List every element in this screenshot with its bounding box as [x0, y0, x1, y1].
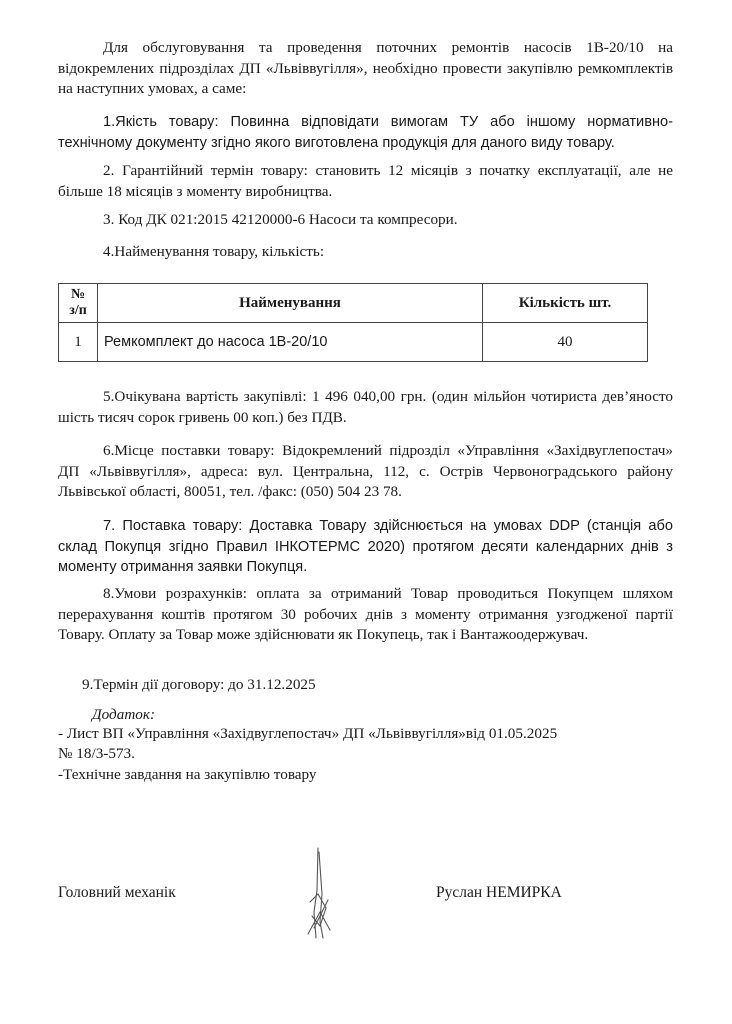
header-name: Найменування	[98, 284, 483, 323]
handwritten-signature	[298, 842, 338, 942]
header-num	[59, 284, 98, 323]
item-name-qty: 4.Найменування товару, кількість:	[103, 243, 325, 260]
table-row	[59, 323, 648, 362]
item-warranty: 2. Гарантійний термін товару: становить 12 місяців з початку експлуатації, але не більше 18 місяців з моменту виробництва.	[58, 162, 673, 200]
addendum-label: Додаток:	[92, 706, 156, 723]
addendum-line1: - Лист ВП «Управління «Західвуглепостач» ДП «Львіввугілля»від 01.05.2025	[58, 725, 558, 742]
item-place: 6.Місце поставки товару: Відокремлений підрозділ «Управління «Західвуглепостач» ДП «Львіввугілля», адреса: вул. Центральна, 112, с. Острів Червоноградського району Львівської області, 80051, тел. /факс: (050) 504 23 78.	[58, 442, 673, 500]
signatory-name: Руслан НЕМИРКА	[436, 884, 562, 901]
header-qty: Кількість шт.	[483, 284, 648, 323]
table-header-row	[59, 284, 648, 323]
intro-paragraph: Для обслуговування та проведення поточних ремонтів насосів 1В-20/10 на відокремлених підрозділах ДП «Львіввугілля», необхідно провести закупівлю ремкомплектів на наступних умовах, а саме:	[58, 39, 673, 97]
item-cost: 5.Очікувана вартість закупівлі: 1 496 040,00 грн. (один мільйон чотириста дев’яносто шість тисяч сорок гривень 00 коп.) без ПДВ.	[58, 388, 673, 426]
signatory-role: Головний механік	[58, 884, 176, 901]
addendum-line3: -Технічне завдання на закупівлю товару	[58, 766, 317, 783]
goods-table	[58, 283, 648, 362]
item-code: 3. Код ДК 021:2015 42120000-6 Насоси та компресори.	[103, 211, 458, 228]
row-num: 1	[59, 323, 98, 362]
item-term: 9.Термін дії договору: до 31.12.2025	[82, 676, 316, 693]
addendum-line2: № 18/3-573.	[58, 745, 135, 762]
item-delivery: 7. Поставка товару: Доставка Товару здійснюється на умовах DDP (станція або склад Покупця згідно Правил ІНКОТЕРМС 2020) протягом десяти календарних днів з моменту отримання заявки Покупця.	[58, 518, 673, 575]
item-payment: 8.Умови розрахунків: оплата за отриманий Товар проводиться Покупцем шляхом перерахування коштів протягом 30 робочих днів з моменту отримання узгодженої партії Товару. Оплату за Товар може здійснювати як Покупець, так і Вантажоодержувач.	[58, 585, 673, 643]
item-quality: 1.Якість товару: Повинна відповідати вимогам ТУ або іншому нормативно-технічному документу згідно якого виготовлена продукція для даного виду товару.	[58, 114, 673, 151]
header-num-line2: з/п	[69, 303, 87, 318]
header-num-line1: №	[70, 287, 86, 302]
row-name: Ремкомплект до насоса 1В-20/10	[98, 323, 483, 362]
row-qty: 40	[483, 323, 648, 362]
